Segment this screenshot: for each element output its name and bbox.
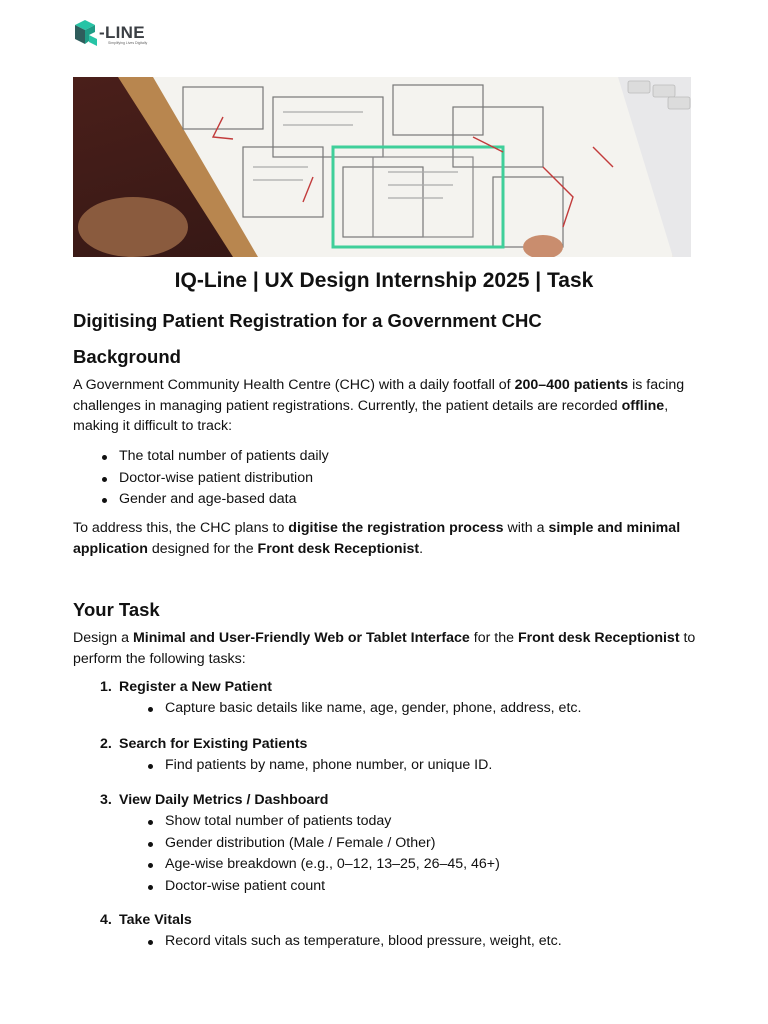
task-title: View Daily Metrics / Dashboard bbox=[119, 792, 329, 808]
document-subtitle: Digitising Patient Registration for a Government CHC bbox=[73, 310, 542, 331]
task-heading: Your Task bbox=[73, 599, 160, 620]
list-item: Doctor-wise patient distribution bbox=[73, 468, 329, 490]
list-item: Record vitals such as temperature, blood pressure, weight, etc. bbox=[73, 931, 695, 953]
list-item: Find patients by name, phone number, or unique ID. bbox=[73, 755, 695, 777]
list-item: The total number of patients daily bbox=[73, 446, 329, 468]
task-number: 3. bbox=[100, 792, 112, 808]
background-heading: Background bbox=[73, 346, 181, 367]
company-logo bbox=[73, 18, 149, 50]
logo-wordmark: -LINE bbox=[99, 23, 145, 42]
list-item: Show total number of patients today bbox=[73, 811, 695, 833]
wireframe-sketches-photo bbox=[73, 77, 691, 257]
task-title: Search for Existing Patients bbox=[119, 736, 308, 752]
task-intro-paragraph: Design a Minimal and User-Friendly Web or Tablet Interface for the Front desk Receptionist to perform the following tasks: bbox=[73, 630, 696, 667]
background-paragraph: A Government Community Health Centre (CHC) with a daily footfall of 200–400 patients is facing challenges in managing patient registrations. Currently, the patient details are recorded offline, making it difficult to track: bbox=[73, 377, 685, 434]
list-item: Gender distribution (Male / Female / Other) bbox=[73, 833, 695, 855]
task-item-dashboard bbox=[73, 790, 695, 897]
iq-cube-logo-icon bbox=[73, 18, 101, 48]
hero-image bbox=[73, 77, 691, 257]
solution-paragraph: To address this, the CHC plans to digitise the registration process with a simple and minimal application designed for the Front desk Receptionist. bbox=[73, 520, 681, 557]
task-number: 1. bbox=[100, 679, 112, 695]
page-title: IQ-Line | UX Design Internship 2025 | Task bbox=[174, 269, 594, 292]
task-number: 2. bbox=[100, 736, 112, 752]
task-item-vitals bbox=[73, 910, 695, 953]
logo-tagline: Simplifying Lives Digitally bbox=[108, 41, 148, 45]
tracking-needs-list bbox=[73, 446, 329, 511]
task-title: Take Vitals bbox=[119, 912, 192, 928]
list-item: Doctor-wise patient count bbox=[73, 876, 695, 898]
list-item: Capture basic details like name, age, gender, phone, address, etc. bbox=[73, 698, 695, 720]
task-item-register bbox=[73, 677, 695, 720]
task-title: Register a New Patient bbox=[119, 679, 272, 695]
list-item: Gender and age-based data bbox=[73, 489, 329, 511]
list-item: Age-wise breakdown (e.g., 0–12, 13–25, 26–45, 46+) bbox=[73, 854, 695, 876]
task-number: 4. bbox=[100, 912, 112, 928]
task-item-search bbox=[73, 734, 695, 777]
